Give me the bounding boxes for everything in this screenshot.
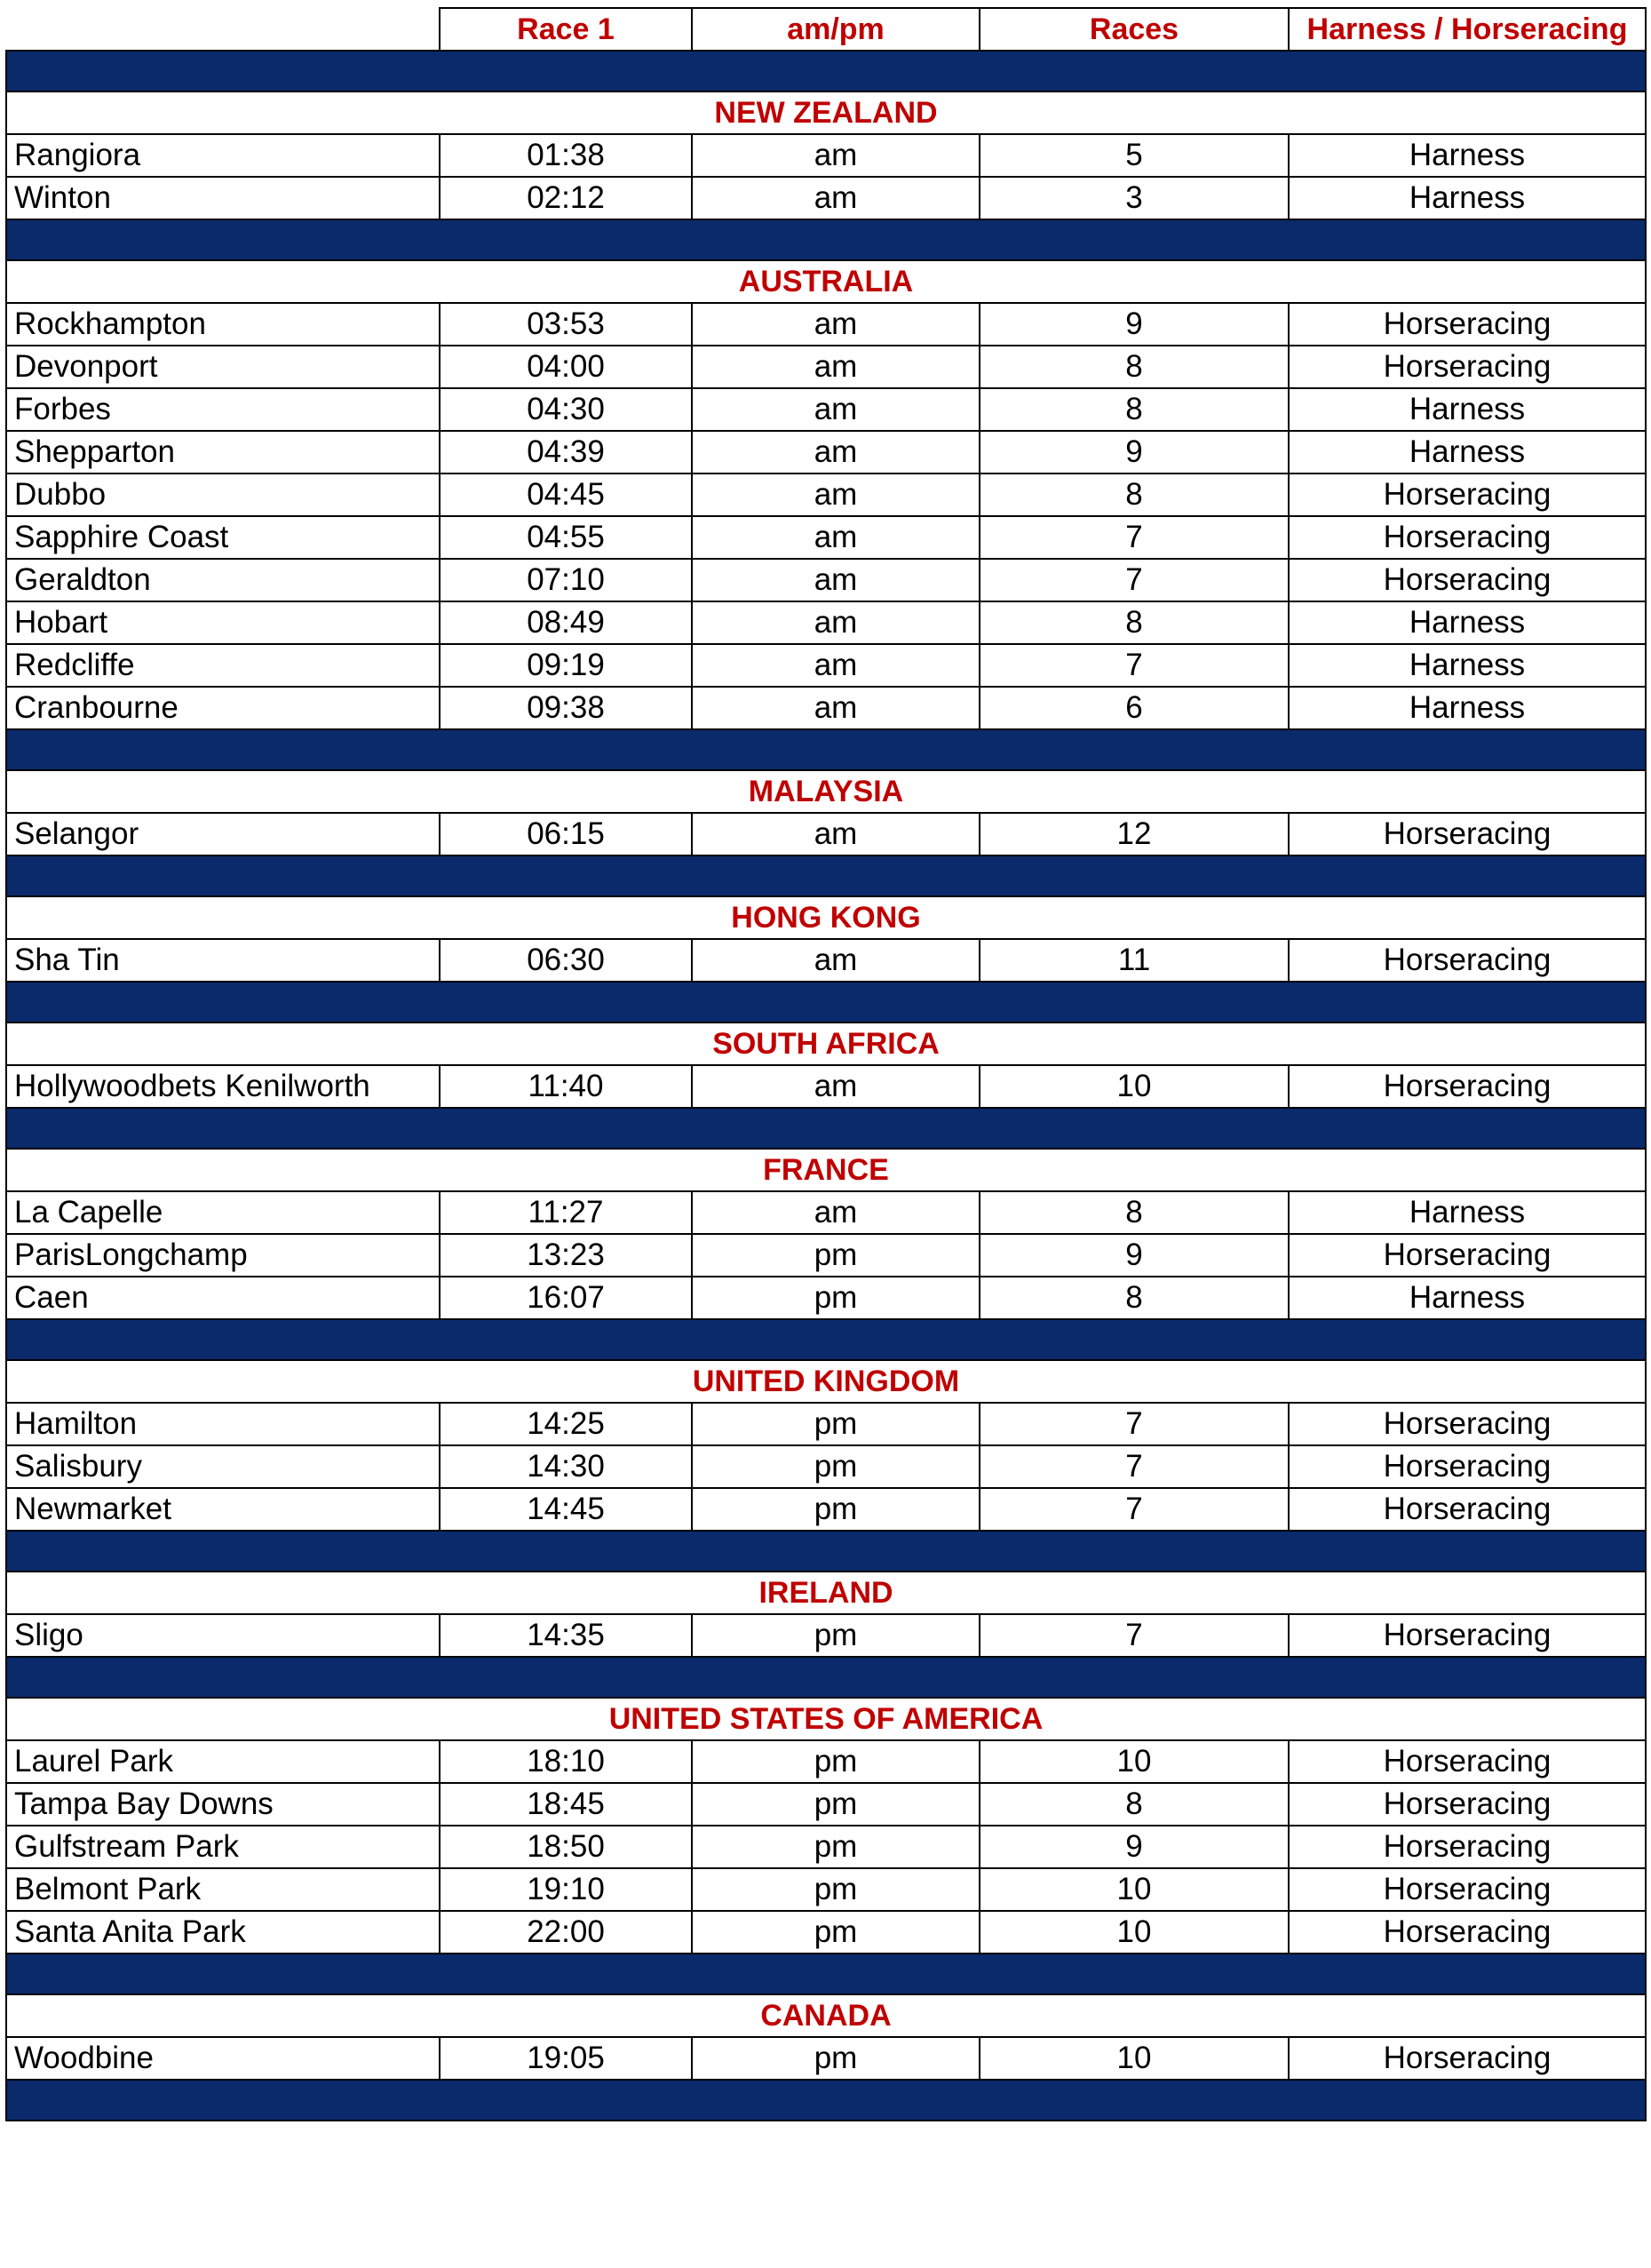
table-row [6,1826,1646,1868]
table-row [6,1234,1646,1277]
race-type-cell: Horseracing [1289,346,1646,388]
race-type-cell: Harness [1289,644,1646,687]
venue-cell: Hollywoodbets Kenilworth [6,1065,440,1108]
race-type-cell: Harness [1289,1191,1646,1234]
table-row [6,388,1646,431]
ampm-cell: am [692,644,980,687]
ampm-cell: am [692,687,980,729]
races-count-cell: 3 [980,177,1289,219]
ampm-cell: pm [692,1911,980,1954]
header-race1: Race 1 [440,8,692,51]
section-divider-band [6,1319,1646,1360]
races-count-cell: 8 [980,346,1289,388]
country-heading: NEW ZEALAND [6,92,1646,134]
races-count-cell: 8 [980,388,1289,431]
venue-cell: Selangor [6,813,440,855]
country-heading-row [6,770,1646,813]
races-count-cell: 9 [980,431,1289,473]
races-count-cell: 7 [980,516,1289,559]
ampm-cell: am [692,431,980,473]
race-type-cell: Horseracing [1289,1445,1646,1488]
venue-cell: Newmarket [6,1488,440,1531]
ampm-cell: am [692,516,980,559]
venue-cell: Rangiora [6,134,440,177]
venue-cell: Hobart [6,601,440,644]
race1-time-cell: 04:45 [440,473,692,516]
table-row [6,601,1646,644]
races-count-cell: 8 [980,1783,1289,1826]
race-type-cell: Harness [1289,134,1646,177]
section-divider-band [6,1108,1646,1149]
header-races: Races [980,8,1289,51]
race-type-cell: Horseracing [1289,939,1646,982]
race1-time-cell: 16:07 [440,1277,692,1319]
section-divider-band [6,729,1646,770]
race1-time-cell: 11:27 [440,1191,692,1234]
race1-time-cell: 18:50 [440,1826,692,1868]
divider-band-cell [6,1954,1646,1994]
header-venue-cell [6,8,440,51]
divider-band-cell [6,982,1646,1023]
races-count-cell: 8 [980,473,1289,516]
country-heading: AUSTRALIA [6,260,1646,303]
table-row [6,1740,1646,1783]
section-divider-band [6,1657,1646,1698]
race1-time-cell: 18:45 [440,1783,692,1826]
race-schedule-table [5,7,1647,2121]
table-row [6,346,1646,388]
table-row [6,1488,1646,1531]
country-heading-row [6,1698,1646,1740]
table-row [6,473,1646,516]
table-row [6,1911,1646,1954]
ampm-cell: am [692,388,980,431]
races-count-cell: 7 [980,559,1289,601]
races-count-cell: 7 [980,1614,1289,1657]
table-row [6,687,1646,729]
table-row [6,303,1646,346]
races-count-cell: 10 [980,1911,1289,1954]
table-row [6,1277,1646,1319]
header-ampm: am/pm [692,8,980,51]
country-heading: CANADA [6,1994,1646,2037]
venue-cell: Tampa Bay Downs [6,1783,440,1826]
race1-time-cell: 09:19 [440,644,692,687]
ampm-cell: am [692,134,980,177]
ampm-cell: am [692,346,980,388]
race1-time-cell: 06:15 [440,813,692,855]
race-type-cell: Horseracing [1289,1065,1646,1108]
races-count-cell: 9 [980,1234,1289,1277]
section-divider-band [6,1531,1646,1572]
divider-band-cell [6,219,1646,260]
table-row [6,1403,1646,1445]
divider-band-cell [6,855,1646,896]
venue-cell: Forbes [6,388,440,431]
table-row [6,516,1646,559]
table-row [6,1783,1646,1826]
country-heading: MALAYSIA [6,770,1646,813]
country-heading-row [6,1360,1646,1403]
races-count-cell: 7 [980,1403,1289,1445]
venue-cell: Dubbo [6,473,440,516]
ampm-cell: am [692,1191,980,1234]
race1-time-cell: 14:45 [440,1488,692,1531]
divider-band-cell [6,51,1646,92]
race1-time-cell: 02:12 [440,177,692,219]
divider-band-cell [6,1108,1646,1149]
races-count-cell: 10 [980,2037,1289,2080]
country-heading: FRANCE [6,1149,1646,1191]
venue-cell: Gulfstream Park [6,1826,440,1868]
country-heading-row [6,896,1646,939]
header-type: Harness / Horseracing [1289,8,1646,51]
race1-time-cell: 04:30 [440,388,692,431]
ampm-cell: pm [692,1614,980,1657]
race-type-cell: Horseracing [1289,1740,1646,1783]
race-type-cell: Harness [1289,431,1646,473]
races-count-cell: 5 [980,134,1289,177]
race1-time-cell: 14:35 [440,1614,692,1657]
venue-cell: Belmont Park [6,1868,440,1911]
ampm-cell: pm [692,1868,980,1911]
race-type-cell: Horseracing [1289,1488,1646,1531]
ampm-cell: pm [692,2037,980,2080]
table-row [6,431,1646,473]
race-type-cell: Horseracing [1289,559,1646,601]
race-schedule-body [6,8,1646,2121]
table-row [6,2037,1646,2080]
venue-cell: Geraldton [6,559,440,601]
venue-cell: Woodbine [6,2037,440,2080]
divider-band-cell [6,1657,1646,1698]
race1-time-cell: 19:05 [440,2037,692,2080]
country-heading-row [6,260,1646,303]
country-heading-row [6,1572,1646,1614]
divider-band-cell [6,1531,1646,1572]
table-row [6,939,1646,982]
race-type-cell: Horseracing [1289,1403,1646,1445]
race1-time-cell: 04:55 [440,516,692,559]
divider-band-cell [6,729,1646,770]
races-count-cell: 8 [980,601,1289,644]
section-divider-band [6,1954,1646,1994]
section-divider-band [6,855,1646,896]
table-row [6,1614,1646,1657]
ampm-cell: am [692,303,980,346]
races-count-cell: 11 [980,939,1289,982]
venue-cell: Salisbury [6,1445,440,1488]
races-count-cell: 10 [980,1740,1289,1783]
ampm-cell: am [692,939,980,982]
divider-band-cell [6,2080,1646,2121]
race-type-cell: Horseracing [1289,1234,1646,1277]
race1-time-cell: 22:00 [440,1911,692,1954]
race-type-cell: Harness [1289,1277,1646,1319]
races-count-cell: 10 [980,1065,1289,1108]
race-type-cell: Horseracing [1289,2037,1646,2080]
race1-time-cell: 14:25 [440,1403,692,1445]
ampm-cell: pm [692,1783,980,1826]
venue-cell: Santa Anita Park [6,1911,440,1954]
table-row [6,1868,1646,1911]
venue-cell: Devonport [6,346,440,388]
venue-cell: Cranbourne [6,687,440,729]
section-divider-band [6,51,1646,92]
venue-cell: ParisLongchamp [6,1234,440,1277]
venue-cell: Caen [6,1277,440,1319]
country-heading-row [6,1994,1646,2037]
table-row [6,1445,1646,1488]
race1-time-cell: 04:39 [440,431,692,473]
ampm-cell: am [692,1065,980,1108]
races-count-cell: 7 [980,644,1289,687]
race-type-cell: Horseracing [1289,813,1646,855]
race-type-cell: Harness [1289,687,1646,729]
race-type-cell: Harness [1289,388,1646,431]
race1-time-cell: 09:38 [440,687,692,729]
race-type-cell: Horseracing [1289,1783,1646,1826]
race-type-cell: Harness [1289,177,1646,219]
country-heading: UNITED KINGDOM [6,1360,1646,1403]
table-row [6,1065,1646,1108]
race-type-cell: Horseracing [1289,1614,1646,1657]
races-count-cell: 12 [980,813,1289,855]
races-count-cell: 10 [980,1868,1289,1911]
country-heading: UNITED STATES OF AMERICA [6,1698,1646,1740]
races-count-cell: 6 [980,687,1289,729]
ampm-cell: pm [692,1740,980,1783]
venue-cell: Hamilton [6,1403,440,1445]
table-row [6,1191,1646,1234]
country-heading-row [6,1023,1646,1065]
ampm-cell: pm [692,1277,980,1319]
ampm-cell: pm [692,1403,980,1445]
ampm-cell: pm [692,1488,980,1531]
races-count-cell: 7 [980,1445,1289,1488]
ampm-cell: am [692,559,980,601]
ampm-cell: pm [692,1234,980,1277]
races-count-cell: 8 [980,1191,1289,1234]
venue-cell: Sha Tin [6,939,440,982]
race1-time-cell: 11:40 [440,1065,692,1108]
country-heading: HONG KONG [6,896,1646,939]
race1-time-cell: 04:00 [440,346,692,388]
venue-cell: La Capelle [6,1191,440,1234]
race1-time-cell: 01:38 [440,134,692,177]
venue-cell: Redcliffe [6,644,440,687]
venue-cell: Sapphire Coast [6,516,440,559]
venue-cell: Rockhampton [6,303,440,346]
section-divider-band [6,219,1646,260]
ampm-cell: am [692,601,980,644]
race-type-cell: Horseracing [1289,1868,1646,1911]
races-count-cell: 9 [980,303,1289,346]
venue-cell: Winton [6,177,440,219]
ampm-cell: am [692,813,980,855]
race1-time-cell: 06:30 [440,939,692,982]
race-type-cell: Horseracing [1289,1911,1646,1954]
race-type-cell: Horseracing [1289,473,1646,516]
table-row [6,644,1646,687]
table-row [6,559,1646,601]
country-heading: SOUTH AFRICA [6,1023,1646,1065]
ampm-cell: pm [692,1826,980,1868]
race1-time-cell: 19:10 [440,1868,692,1911]
race1-time-cell: 18:10 [440,1740,692,1783]
section-divider-band [6,982,1646,1023]
races-count-cell: 7 [980,1488,1289,1531]
race1-time-cell: 13:23 [440,1234,692,1277]
section-divider-band [6,2080,1646,2121]
race1-time-cell: 03:53 [440,303,692,346]
race1-time-cell: 14:30 [440,1445,692,1488]
divider-band-cell [6,1319,1646,1360]
table-row [6,134,1646,177]
race-type-cell: Horseracing [1289,303,1646,346]
race1-time-cell: 08:49 [440,601,692,644]
races-count-cell: 9 [980,1826,1289,1868]
table-row [6,813,1646,855]
ampm-cell: am [692,473,980,516]
country-heading-row [6,1149,1646,1191]
venue-cell: Shepparton [6,431,440,473]
races-count-cell: 8 [980,1277,1289,1319]
venue-cell: Laurel Park [6,1740,440,1783]
ampm-cell: am [692,177,980,219]
header-row [6,8,1646,51]
venue-cell: Sligo [6,1614,440,1657]
race-type-cell: Horseracing [1289,516,1646,559]
race-type-cell: Horseracing [1289,1826,1646,1868]
country-heading: IRELAND [6,1572,1646,1614]
table-row [6,177,1646,219]
race-type-cell: Harness [1289,601,1646,644]
country-heading-row [6,92,1646,134]
ampm-cell: pm [692,1445,980,1488]
race1-time-cell: 07:10 [440,559,692,601]
